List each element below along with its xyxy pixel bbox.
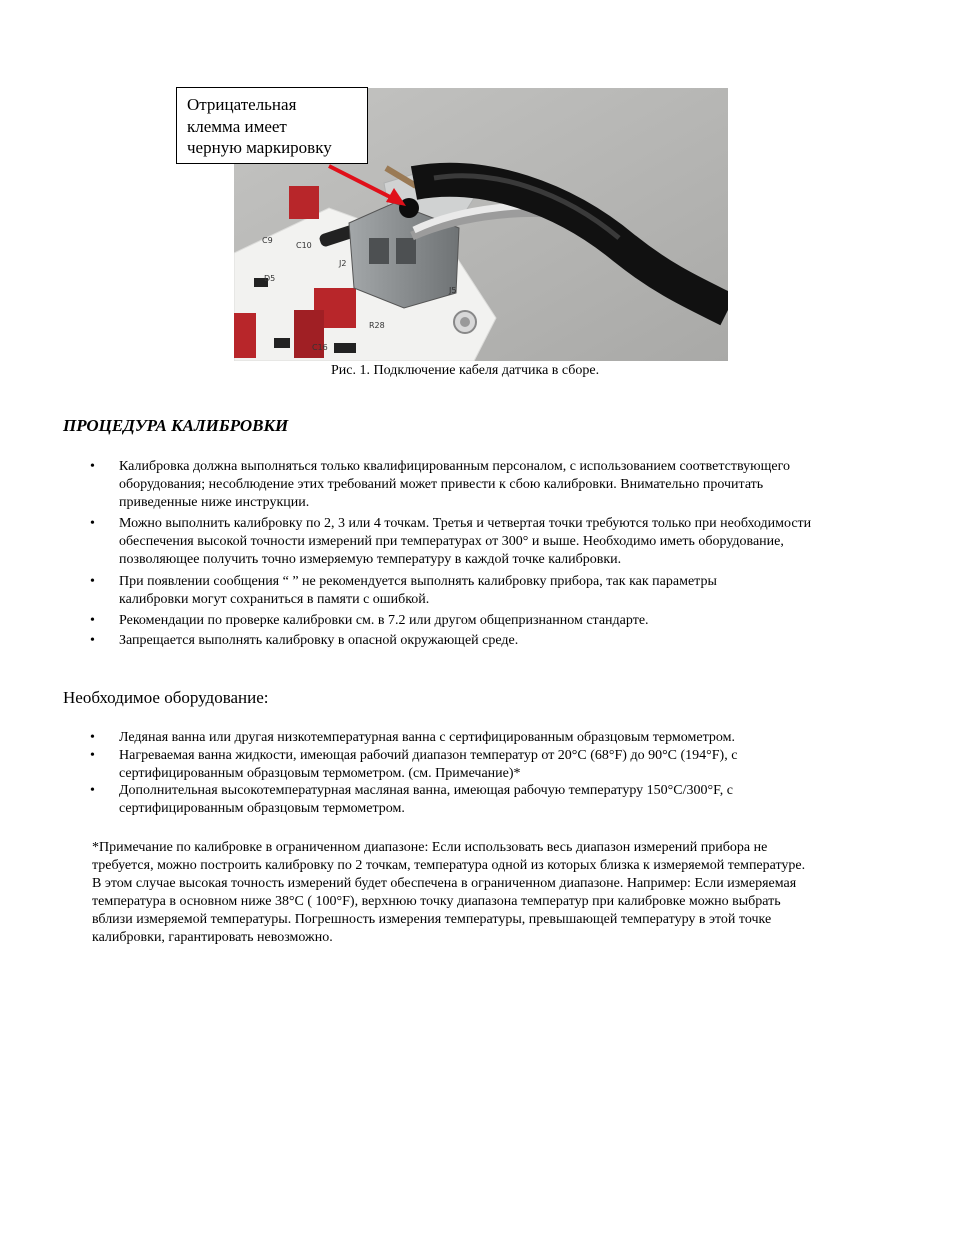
- callout-line: клемма имеет: [187, 116, 287, 136]
- procedure-list: [0, 458, 899, 650]
- list-item: • Калибровка должна выполняться только квалифицированным персоналом, с использованием соответствующего оборудования; несоблюдение этих требований может привести к сбою калибровки. Внимательно прочитать приведенные ниже инструкции.: [0, 458, 899, 511]
- section-title: ПРОЦЕДУРА КАЛИБРОВКИ: [63, 416, 289, 435]
- list-item: • Рекомендации по проверке калибровки см. в 7.2 или другом общепризнанном стандарте.: [0, 612, 899, 630]
- capacitor-icon: [289, 186, 319, 219]
- pcb-label: C10: [296, 241, 312, 250]
- equipment-title: Необходимое оборудование:: [63, 688, 269, 707]
- calibration-note: *Примечание по калибровке в ограниченном диапазоне: Если использовать весь диапазон измерений прибора не требуется, можно построить калибровку по 2 точкам, температура одной из которых близка к измеряемой температуре. В этом случае высокая точность измерений будет обеспечена в ограниченном диапазоне. Например: Если измеряемая температура в основном ниже 38°C ( 100°F), верхнюю точку диапазона температур при калибровке можно выбрать вблизи измеряемой температуры. Погрешность измерения температуры, превышающей температуру в этой точке калибровки, гарантировать невозможно.: [92, 840, 806, 945]
- callout-line: Отрицательная: [187, 95, 297, 114]
- pcb-label: C9: [262, 236, 273, 245]
- list-item: • Запрещается выполнять калибровку в опасной окружающей среде.: [0, 632, 899, 650]
- pcb-label: C16: [312, 343, 328, 352]
- pcb-label: J5: [449, 286, 457, 295]
- equipment-list: [0, 729, 899, 818]
- list-item: • Дополнительная высокотемпературная масляная ванна, имеющая рабочую температуру 150°C/300°F, с сертифицированным образцовым термометром.: [0, 782, 899, 818]
- pcb-label: D5: [264, 274, 276, 283]
- figure-callout: [176, 87, 368, 164]
- list-item: • При появлении сообщения “ ” не рекомендуется выполнять калибровку прибора, так как параметры калибровки могут сохраниться в памяти с ошибкой.: [0, 573, 899, 609]
- pcb-label: R28: [369, 321, 385, 330]
- callout-line: черную маркировку: [187, 138, 332, 157]
- list-item: • Ледяная ванна или другая низкотемпературная ванна с сертифицированным образцовым термометром.: [0, 729, 899, 747]
- pcb-label: J2: [339, 259, 347, 268]
- figure-caption: Рис. 1. Подключение кабеля датчика в сборе.: [331, 363, 600, 378]
- list-item: • Нагреваемая ванна жидкости, имеющая рабочий диапазон температур от 20°C (68°F) до 90°C (194°F), с сертифицированным образцовым термометром. (см. Примечание)*: [0, 747, 899, 783]
- list-item: • Можно выполнить калибровку по 2, 3 или 4 точкам. Третья и четвертая точки требуются только при необходимости обеспечения высокой точности измерений при температурах от 300° и выше. Необходимо иметь оборудование, позволяющее получить точно измеряемую температуру в каждой точке калибровки.: [0, 515, 899, 568]
